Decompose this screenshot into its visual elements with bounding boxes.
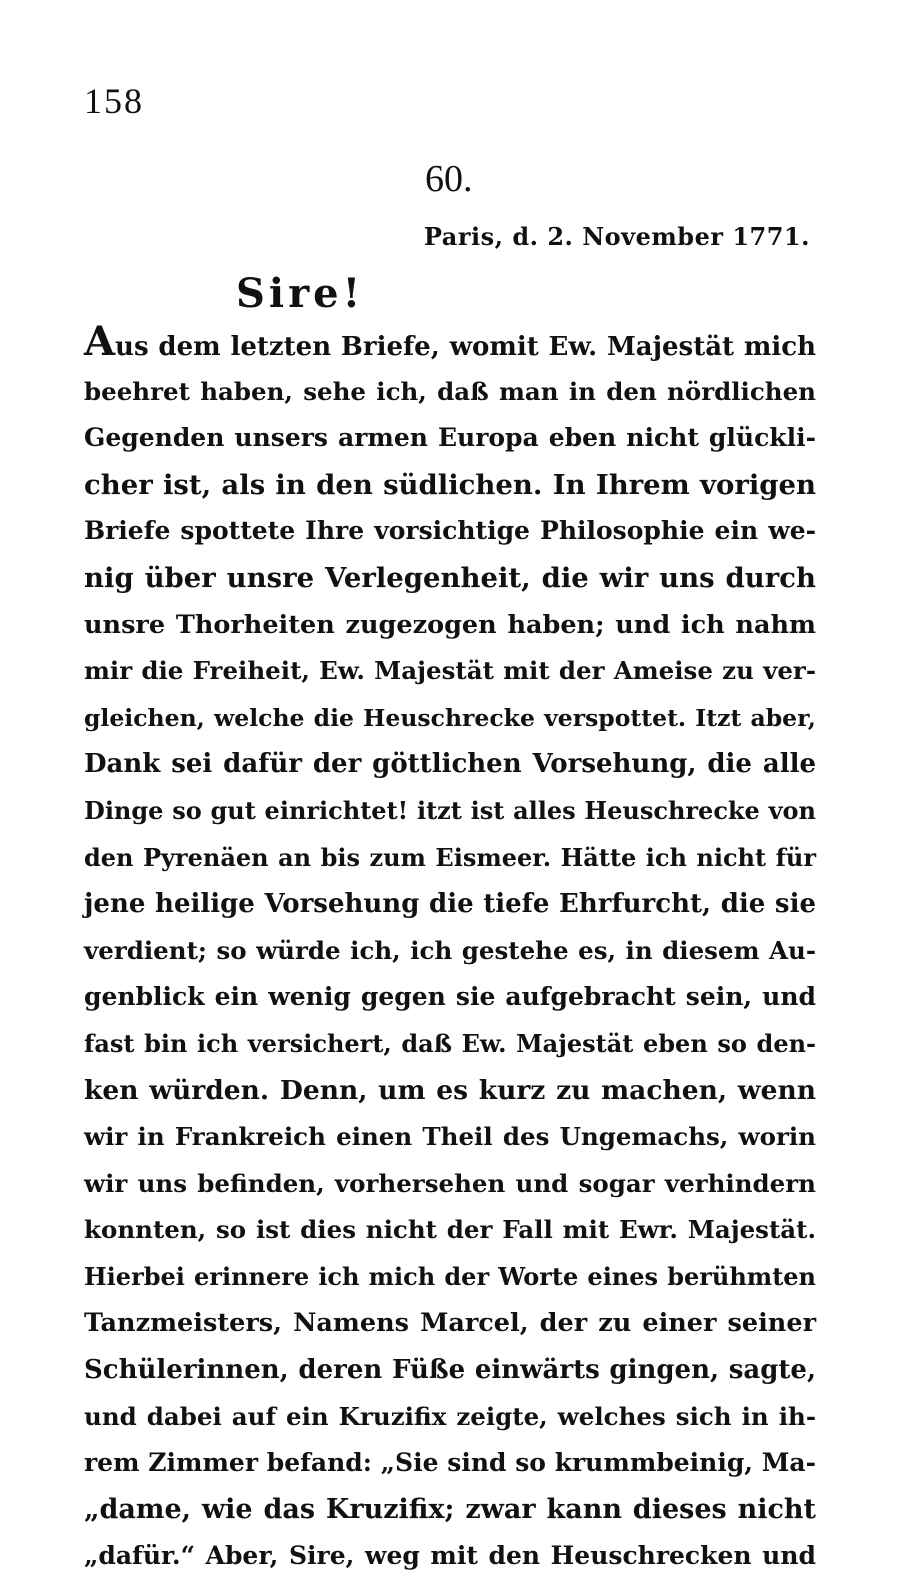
salutation: Sire! <box>236 270 365 317</box>
text-line: „dafür.“ Aber, Sire, weg mit den Heuschrecken und <box>84 1541 816 1571</box>
text-line: Tanzmeisters, Namens Marcel, der zu einer seiner <box>84 1308 816 1339</box>
letter-body <box>84 318 816 1580</box>
text-line: rem Zimmer befand: „Sie sind so krummbeinig, Ma- <box>84 1448 816 1478</box>
text-line: und dabei auf ein Kruzifix zeigte, welches sich in ih- <box>84 1401 816 1431</box>
text-line: wir in Frankreich einen Theil des Ungemachs, worin <box>84 1122 816 1152</box>
text-line <box>84 318 816 369</box>
dateline: Paris, d. 2. November 1771. <box>423 222 810 251</box>
text-line: verdient; so würde ich, ich gestehe es, in diesem Au- <box>84 935 816 965</box>
text-line: den Pyrenäen an bis zum Eismeer. Hätte ich nicht für <box>84 842 816 872</box>
text-line: jene heilige Vorsehung die tiefe Ehrfurcht, die sie <box>84 889 816 920</box>
letter-number: 60. <box>425 158 473 200</box>
text-line: Hierbei erinnere ich mich der Worte eines berühmten <box>84 1261 816 1291</box>
text-line: genblick ein wenig gegen sie aufgebracht sein, und <box>84 982 816 1012</box>
text-line: wir uns befinden, vorhersehen und sogar verhindern <box>84 1168 816 1198</box>
text-line: mir die Freiheit, Ew. Majestät mit der Ameise zu ver- <box>84 656 816 686</box>
text-line: Gegenden unsers armen Europa eben nicht glückli- <box>84 423 816 453</box>
page-number: 158 <box>84 81 144 121</box>
text-line: beehret haben, sehe ich, daß man in den nördlichen <box>84 376 816 406</box>
first-line-text: us dem letzten Briefe, womit Ew. Majestät mich <box>115 332 816 362</box>
text-line: unsre Thorheiten zugezogen haben; und ich nahm <box>84 609 816 640</box>
text-line: Briefe spottete Ihre vorsichtige Philosophie ein we- <box>84 516 816 546</box>
text-line: fast bin ich versichert, daß Ew. Majestät eben so den- <box>84 1028 816 1058</box>
drop-capital: A <box>84 318 116 365</box>
text-line: nig über unsre Verlegenheit, die wir uns durch <box>84 561 816 594</box>
text-line: Schülerinnen, deren Füße einwärts gingen, sagte, <box>84 1355 816 1386</box>
text-line: Dank sei dafür der göttlichen Vorsehung, die alle <box>84 749 816 780</box>
text-line: konnten, so ist dies nicht der Fall mit Ewr. Majestät. <box>84 1215 816 1245</box>
text-line: gleichen, welche die Heuschrecke verspottet. Itzt aber, <box>84 703 816 732</box>
text-line: Dinge so gut einrichtet! itzt ist alles Heuschrecke von <box>84 795 816 825</box>
text-line: cher ist, als in den südlichen. In Ihrem vorigen <box>84 468 816 501</box>
text-line: ken würden. Denn, um es kurz zu machen, wenn <box>84 1074 816 1106</box>
text-line: „dame, wie das Kruzifix; zwar kann dieses nicht <box>84 1493 816 1525</box>
